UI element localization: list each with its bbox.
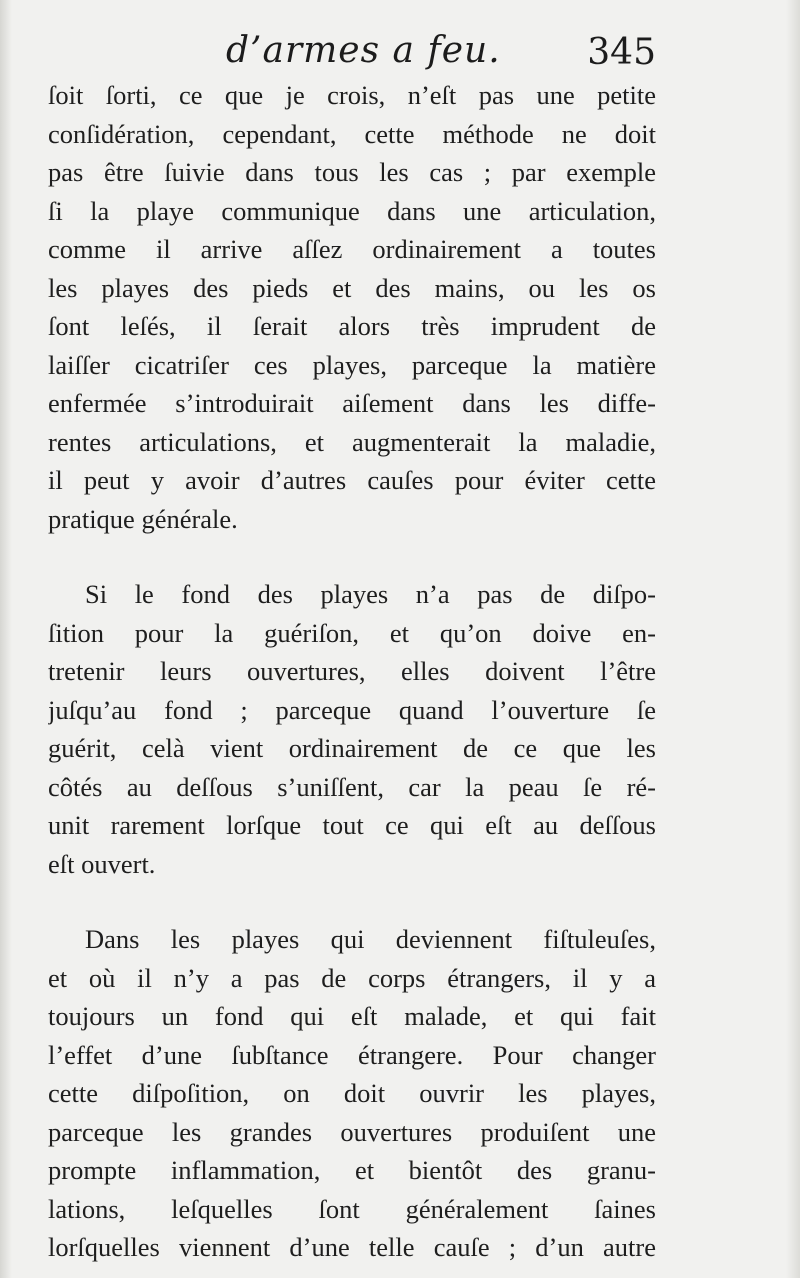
text-line: il peut y avoir d’autres cauſes pour éviter cette <box>48 465 656 495</box>
text-line: les playes des pieds et des mains, ou les os <box>48 272 656 303</box>
text-line: enfermée s’introduirait aiſement dans les diffe- <box>48 388 656 418</box>
paragraph-gap <box>48 883 656 920</box>
running-title: d’armes a feu. <box>226 30 501 71</box>
text-line: rentes articulations, et augmenterait la maladie, <box>48 426 656 457</box>
text-line: côtés au deſſous s’uniſſent, car la peau ſe ré- <box>48 771 656 802</box>
text-line: Si le fond des playes n’a pas de diſpo- <box>85 579 656 609</box>
paragraph-3 <box>48 920 656 1267</box>
text-line: conſidération, cependant, cette méthode ne doit <box>48 118 656 149</box>
text-line: juſqu’au fond ; parceque quand l’ouverture ſe <box>48 694 656 725</box>
text-line: et où il n’y a pas de corps étrangers, il y a <box>48 962 656 993</box>
page-number: 345 <box>587 32 656 73</box>
text-line: prompte inflammation, et bientôt des granu- <box>48 1155 656 1185</box>
text-line: l’effet d’une ſubſtance étrangere. Pour changer <box>48 1039 656 1070</box>
text-line: comme il arrive aſſez ordinairement a toutes <box>48 234 656 264</box>
page-edge-right <box>786 0 800 1278</box>
text-line: ſoit ſorti, ce que je crois, n’eſt pas une petite <box>48 80 656 110</box>
text-line: guérit, celà vient ordinairement de ce que les <box>48 733 656 763</box>
text-line: cette diſpoſition, on doit ouvrir les playes, <box>48 1078 656 1108</box>
text-line: toujours un fond qui eſt malade, et qui fait <box>48 1001 656 1031</box>
paragraph-gap <box>48 538 656 575</box>
text-line: ſont leſés, il ſerait alors très imprudent de <box>48 311 656 341</box>
body-text <box>48 76 656 1267</box>
page-edge-left <box>0 0 12 1278</box>
text-line: lorſquelles viennent d’une telle cauſe ; d’un autre <box>48 1232 656 1262</box>
text-line: eſt ouvert. <box>48 848 156 879</box>
text-line: pratique générale. <box>48 503 238 534</box>
text-line: parceque les grandes ouvertures produiſent une <box>48 1116 656 1147</box>
paragraph-2 <box>48 575 656 883</box>
text-line: unit rarement lorſque tout ce qui eſt au deſſous <box>48 810 656 840</box>
text-line: ſition pour la guériſon, et qu’on doive en- <box>48 617 656 648</box>
text-line: tretenir leurs ouvertures, elles doivent l’être <box>48 656 656 686</box>
paragraph-1 <box>48 76 656 538</box>
text-line: ſi la playe communique dans une articulation, <box>48 195 656 226</box>
text-line: pas être ſuivie dans tous les cas ; par exemple <box>48 157 656 187</box>
text-line: Dans les playes qui deviennent fiſtuleuſes, <box>85 924 656 954</box>
text-line: laiſſer cicatriſer ces playes, parceque la matière <box>48 349 656 380</box>
text-line: lations, leſquelles ſont généralement ſaines <box>48 1193 656 1224</box>
